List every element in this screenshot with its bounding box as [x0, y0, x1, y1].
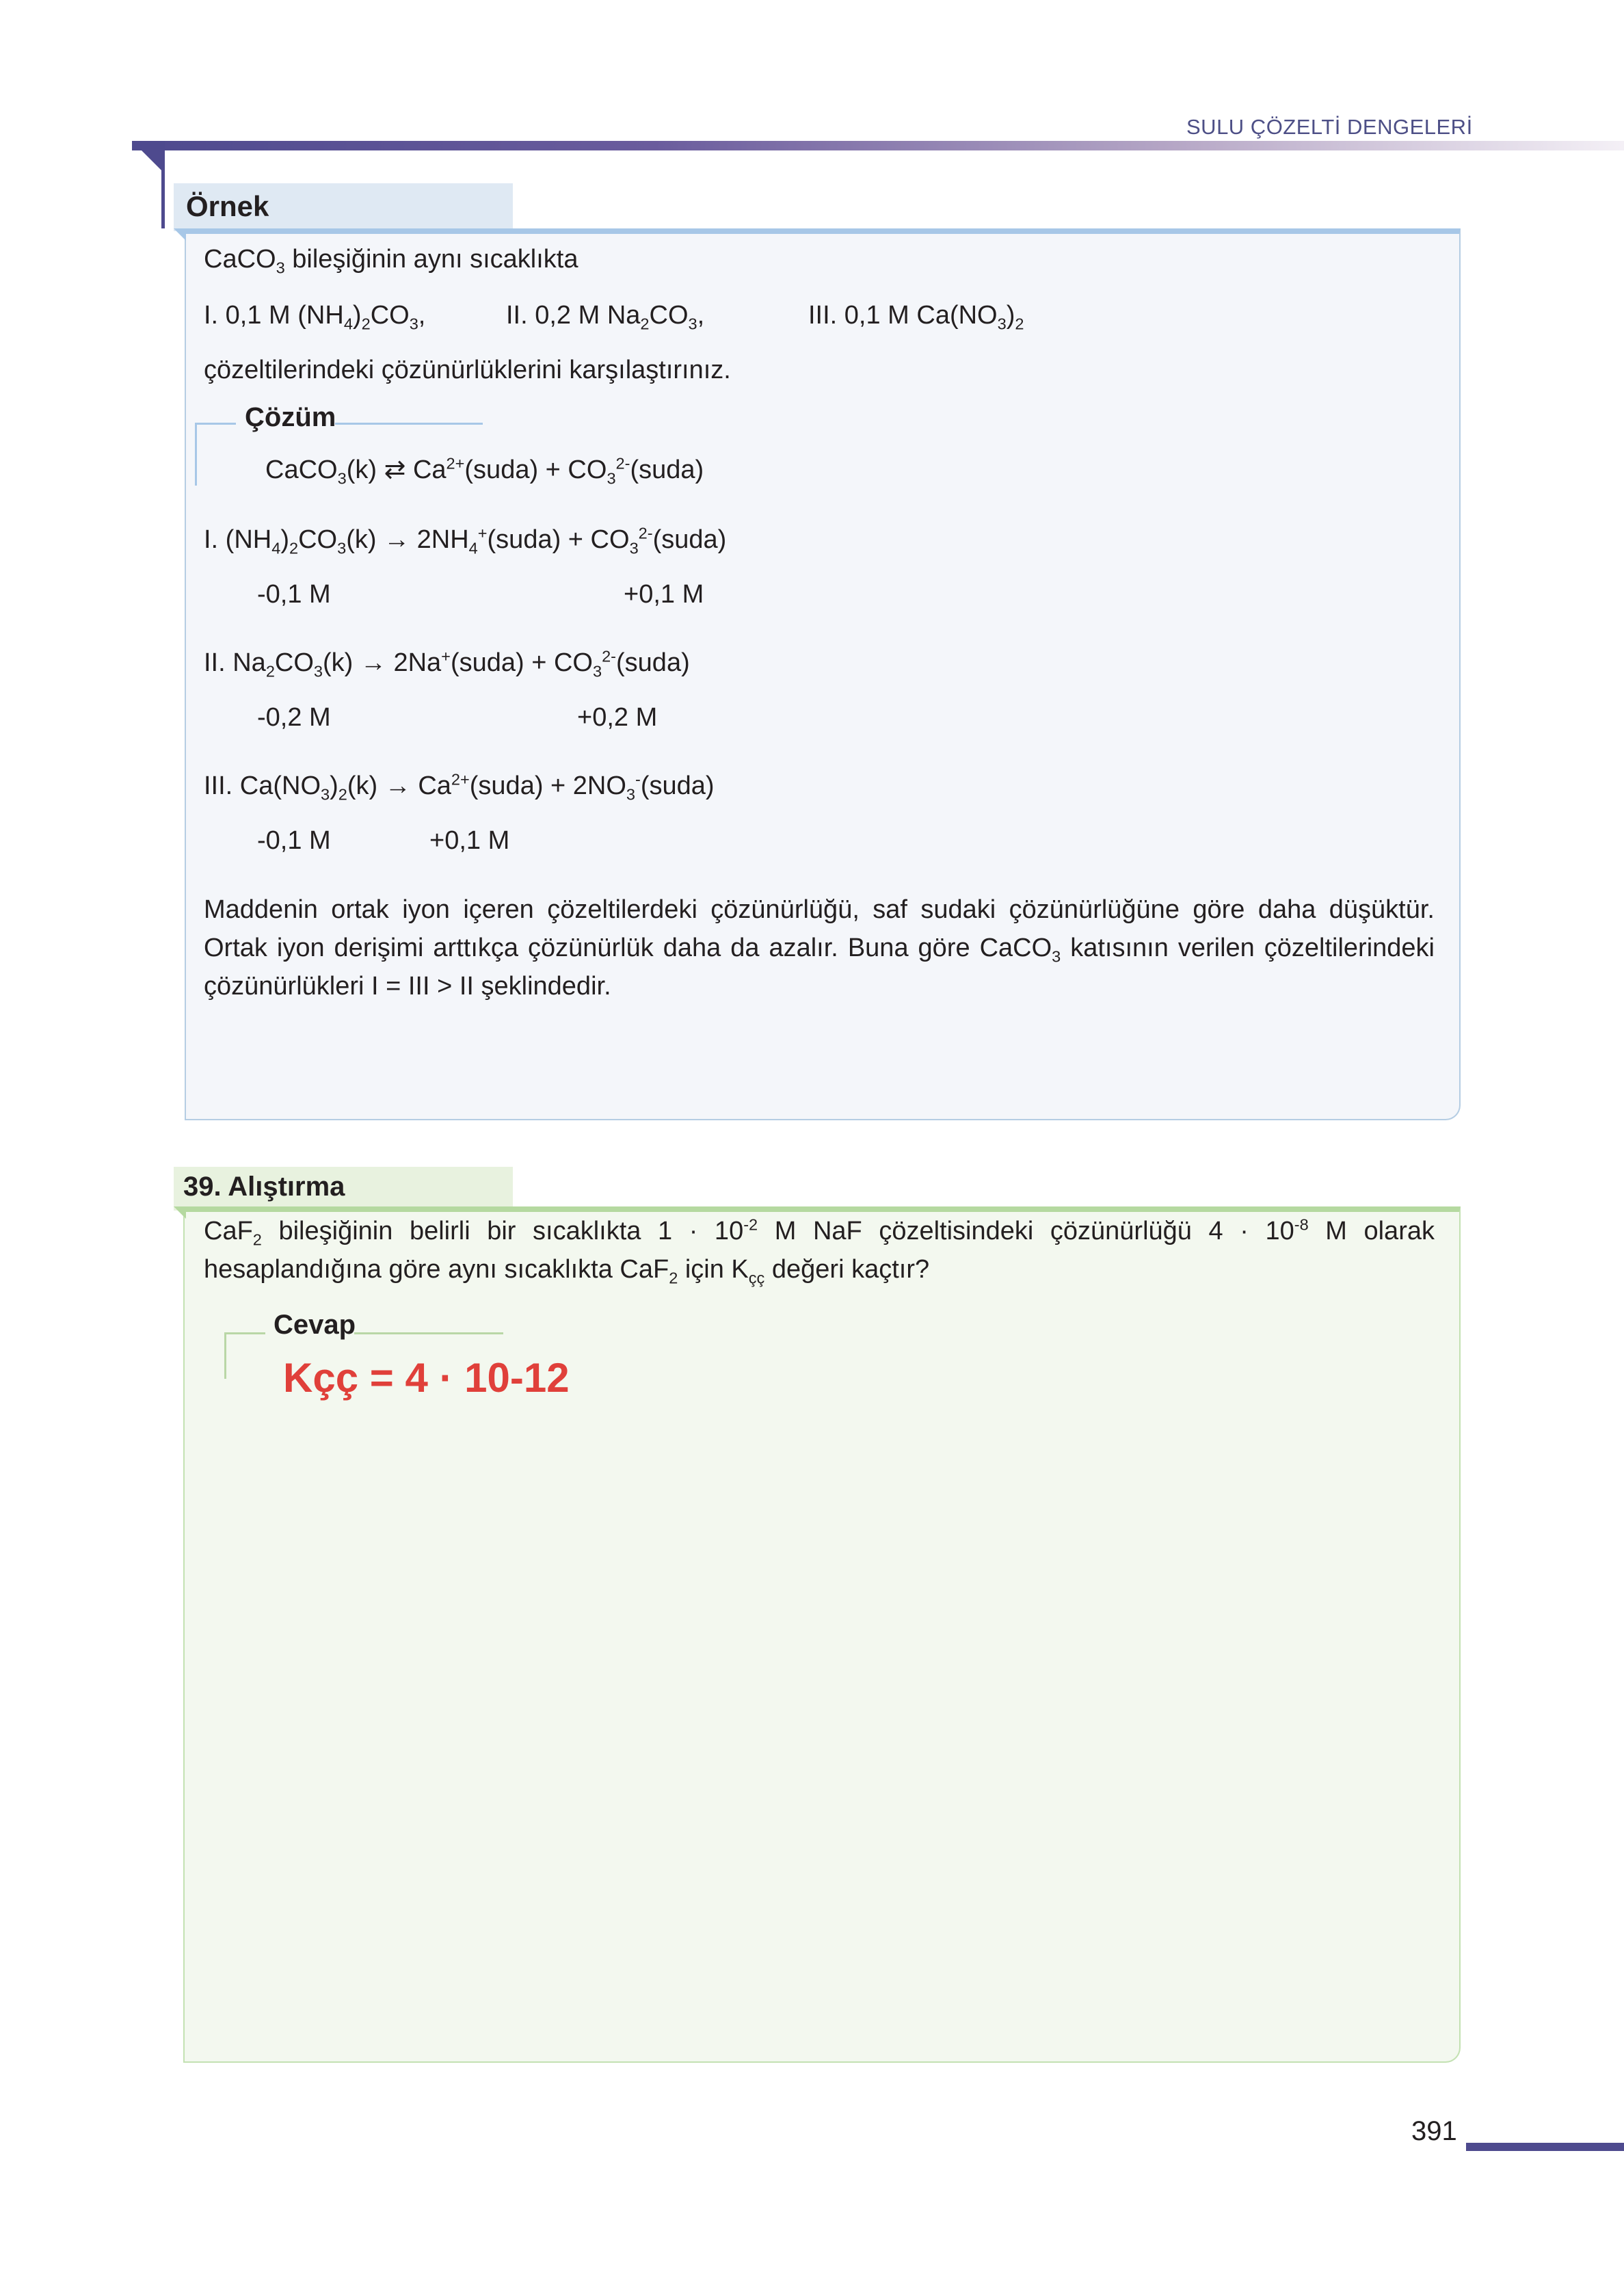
- header-vertical-line: [161, 141, 165, 228]
- reaction-3-reactant-change: -0,1 M: [257, 826, 331, 855]
- exercise-label: 39. Alıştırma: [183, 1172, 345, 1202]
- example-label: Örnek: [186, 190, 269, 222]
- solution-label: Çözüm: [245, 402, 336, 432]
- chapter-title: SULU ÇÖZELTİ DENGELERİ: [1186, 115, 1473, 139]
- exercise-question: CaF$_2$ bileşiğinin belirli bir sıcaklıkta $1 \cdot 10^{-2}$ M NaF çözeltisindeki çözünürlüğü $4 \cdot 10^{-8}$ M olarak hesaplandığına göre aynı sıcaklıkta CaF$_2$ için $K_{çç}$ değeri kaçtır?: [204, 1215, 1435, 1287]
- exercise-box: [183, 1206, 1461, 2063]
- reaction-2-product-change: +0,2 M: [577, 703, 658, 732]
- equilibrium-equation: CaCO$_3$(k) ⇄ $Ca^{2+}(suda)$ + $CO_3^{2-}(suda)$: [265, 454, 704, 488]
- example-question: çözeltilerindeki çözünürlüklerini karşılaştırınız.: [204, 356, 731, 384]
- example-option-1: I. 0,1 M $(NH_4)_2CO_3$,: [204, 301, 426, 333]
- solution-bracket: [195, 423, 236, 486]
- footer-bar: [1466, 2143, 1624, 2151]
- solution-divider: [335, 423, 483, 425]
- answer-divider: [354, 1332, 503, 1334]
- example-conclusion: Maddenin ortak iyon içeren çözeltilerdeki çözünürlüğü, saf sudaki çözünürlüğüne göre daha düşüktür. Ortak iyon derişimi arttıkça çözünürlük daha da azalır. Buna göre CaCO$_3$ katısının verilen çözeltilerindeki çözünürlükleri I = III > II şeklindedir.: [204, 895, 1435, 1001]
- answer-value: Kçç = 4 · 10-12: [283, 1355, 570, 1401]
- answer-label: Cevap: [274, 1310, 356, 1340]
- reaction-1: I. $(NH_4)_2CO_3(k)$ → $2NH_4^+(suda)$ + $CO_3^{2-}(suda)$: [204, 524, 727, 557]
- reaction-3: III. $Ca(NO_3)_2(k)$ → $Ca^{2+}(suda)$ + $2NO_3^-(suda)$: [204, 770, 715, 804]
- reaction-2-reactant-change: -0,2 M: [257, 703, 331, 732]
- answer-bracket: [224, 1332, 265, 1379]
- reaction-3-product-change: +0,1 M: [429, 826, 510, 855]
- reaction-1-product-change: +0,1 M: [624, 580, 704, 609]
- reaction-2: II. $Na_2CO_3(k)$ → 2Na+(suda) + $CO_3^{2-}(suda)$: [204, 647, 690, 681]
- header-bar: [132, 141, 1624, 150]
- page-number: 391: [1411, 2116, 1457, 2146]
- equilibrium-arrow-icon: ⇄: [384, 456, 406, 484]
- example-option-3: III. 0,1 M $Ca(NO_3)_2$: [808, 301, 1024, 333]
- reaction-1-reactant-change: -0,1 M: [257, 580, 331, 609]
- header-corner-tab: [132, 141, 165, 174]
- example-box-notch: [174, 228, 186, 241]
- example-intro: CaCO$_3$ bileşiğinin aynı sıcaklıkta: [204, 245, 578, 277]
- example-option-2: II. 0,2 M $Na_2CO_3$,: [506, 301, 705, 333]
